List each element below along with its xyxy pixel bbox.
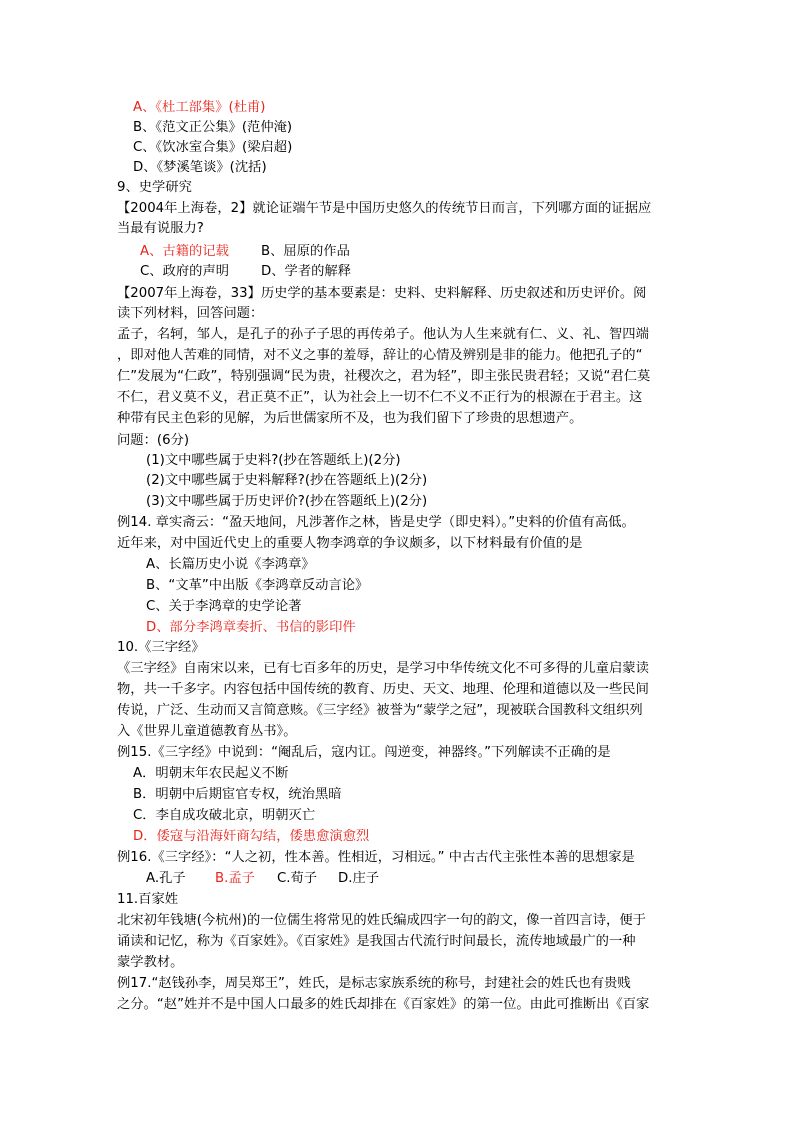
example-17-line-2: 之分。“赵”姓并不是中国人口最多的姓氏却排在《百家姓》的第一位。由此可推断出《百家: [117, 997, 650, 1012]
example-15-question: 例15.《三字经》中说到：“阉乱后，寇内讧。闯逆变，神器终。”下列解读不正确的是: [117, 745, 611, 760]
question-label: 问题：(6分): [117, 433, 190, 448]
example-14-line-1: 例14. 章实斋云：“盈天地间，凡涉著作之林，皆是史学（即史料）。”史料的价值有高低。: [117, 515, 635, 530]
question-2004-line-2: 当最有说服力?: [117, 221, 204, 236]
example-15-option-b: B．明朝中后期宦官专权，统治黑暗: [133, 787, 342, 802]
sub-question-2: (2)文中哪些属于史料解释?(抄在答题纸上)(2分): [146, 473, 428, 488]
mencius-passage-line-4: 不仁，君义莫不义，君正莫不正”，认为社会上一切不仁不义不正行为的根源在于君主。这: [117, 390, 643, 405]
section-10-heading: 10.《三字经》: [117, 640, 205, 655]
option-d-mengxi: D、《梦溪笔谈》(沈括): [133, 160, 267, 175]
option-b-fan-wenzheng: B、《范文正公集》(范仲淹): [133, 120, 293, 135]
baijiaxing-intro-line-3: 蒙学教材。: [117, 955, 184, 970]
example-16-option-d: D.庄子: [338, 871, 380, 886]
sub-question-1: (1)文中哪些属于史料?(抄在答题纸上)(2分): [146, 453, 401, 468]
question-2007-line-1: 【2007年上海卷，33】历史学的基本要素是：史料、史料解释、历史叙述和历史评价。阅: [117, 286, 647, 301]
baijiaxing-intro-line-2: 诵读和记忆，称为《百家姓》。《百家姓》是我国古代流行时间最长，流传地域最广的一种: [117, 934, 636, 949]
example-15-option-c: C．李自成攻破北京，明朝灭亡: [133, 808, 316, 823]
mencius-passage-line-5: 种带有民主色彩的见解，为后世儒家所不及，也为我们留下了珍贵的思想遗产。: [117, 411, 583, 426]
mencius-passage-line-2: ，即对他人苦难的同情，对不义之事的羞辱，辞让的心情及辨别是非的能力。他把孔子的“: [117, 348, 643, 363]
example-14-option-c: C、关于李鸿章的史学论著: [146, 599, 302, 614]
sanzijing-intro-line-2: 物，共一千多字。内容包括中国传统的教育、历史、天文、地理、伦理和道德以及一些民间: [117, 682, 649, 697]
example-15-option-a: A．明朝末年农民起义不断: [133, 766, 289, 781]
option-c-yinbingshi: C、《饮冰室合集》(梁启超): [133, 140, 293, 155]
option-d-xuezhe: D、学者的解释: [261, 264, 352, 279]
example-16-question: 例16.《三字经》：“人之初，性本善。性相近，习相远。” 中古古代主张性本善的思想家是: [117, 850, 635, 865]
option-a-guji: A、古籍的记载: [140, 244, 229, 259]
sanzijing-intro-line-1: 《三字经》自南宋以来，已有七百多年的历史，是学习中华传统文化不可多得的儿童启蒙读: [117, 661, 649, 676]
question-2004-line-1: 【2004年上海卷，2】就论证端午节是中国历史悠久的传统节日而言，下列哪方面的证据应: [117, 201, 652, 216]
sub-question-3: (3)文中哪些属于历史评价?(抄在答题纸上)(2分): [146, 494, 428, 509]
option-c-zhengfu: C、政府的声明: [140, 264, 230, 279]
option-b-quyuan: B、屈原的作品: [261, 244, 350, 259]
mencius-passage-line-3: 仁”发展为“仁政”，特别强调“民为贵，社稷次之，君为轻”，即主张民贵君轻；又说“君仁莫: [117, 369, 651, 384]
example-14-option-b: B、“文革”中出版《李鸿章反动言论》: [146, 578, 369, 593]
baijiaxing-intro-line-1: 北宋初年钱塘(今杭州)的一位儒生将常见的姓氏编成四字一句的韵文，像一首四言诗，便于: [117, 913, 646, 928]
example-16-option-c: C.荀子: [277, 871, 318, 886]
example-14-option-d: D、部分李鸿章奏折、书信的影印件: [146, 620, 356, 635]
section-9-heading: 9、史学研究: [117, 180, 192, 195]
sanzijing-intro-line-3: 传说，广泛、生动而又言简意赅。《三字经》被誉为“蒙学之冠”，现被联合国教科文组织列: [117, 703, 643, 718]
example-16-option-a: A.孔子: [146, 871, 186, 886]
example-17-line-1: 例17.“赵钱孙李，周吴郑王”，姓氏，是标志家族系统的称号，封建社会的姓氏也有贵贱: [117, 976, 631, 991]
section-11-heading: 11.百家姓: [117, 892, 179, 907]
mencius-passage-line-1: 孟子，名轲，邹人，是孔子的孙子子思的再传弟子。他认为人生来就有仁、义、礼、智四端: [117, 327, 649, 342]
example-14-line-2: 近年来，对中国近代史上的重要人物李鸿章的争议颇多，以下材料最有价值的是: [117, 536, 583, 551]
example-14-option-a: A、长篇历史小说《李鸿章》: [146, 557, 315, 572]
example-16-option-b: B.孟子: [215, 871, 255, 886]
question-2007-line-2: 读下列材料，回答问题：: [117, 306, 264, 321]
sanzijing-intro-line-4: 入《世界儿童道德教育丛书》。: [117, 724, 297, 739]
option-a-du-gongbu: A、《杜工部集》(杜甫): [133, 100, 266, 115]
example-15-option-d: D．倭寇与沿海奸商勾结，倭患愈演愈烈: [133, 829, 370, 844]
